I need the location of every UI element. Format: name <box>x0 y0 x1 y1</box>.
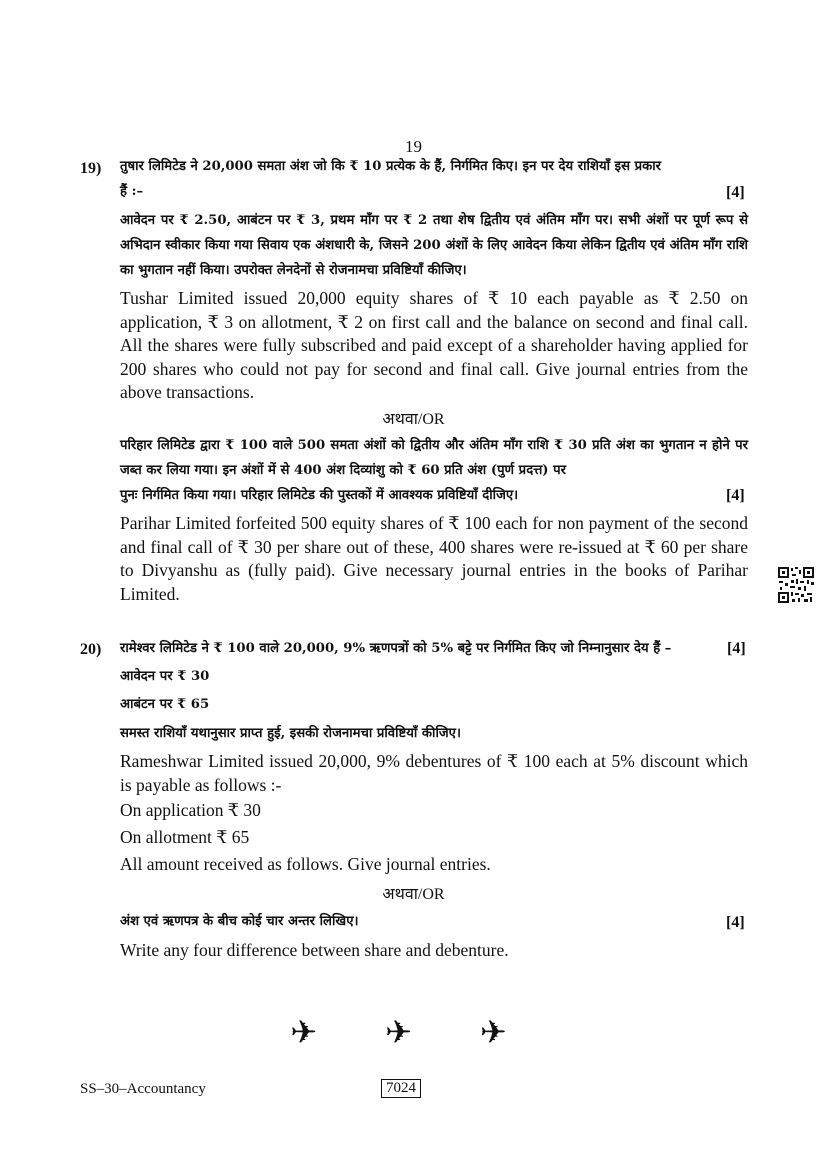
q20-english-application: On application ₹ 30 <box>120 800 261 820</box>
q19-or-label: अथवा/OR <box>382 411 445 428</box>
q19-alt-english-text: Parihar Limited forfeited 500 equity shares of ₹ 100 each for non payment of the second and final call of ₹ 30 per share out of these, 400 shares were re-issued at ₹ 60 per share to Divyanshu as (fully paid). Give necessary journal entries in the books of Parihar Limited. <box>120 513 748 604</box>
q20-hindi-intro: रामेश्वर लिमिटेड ने ₹ 100 वाले 20,000, 9% ऋणपत्रों को 5% बट्टे पर निर्गमित किए जो निम्नानुसार देय हैं – <box>120 641 672 656</box>
q19-hindi-intro-line2: हैं :– <box>120 184 144 199</box>
qr-code-icon <box>777 566 815 604</box>
q20-alt-marks: [4] <box>726 914 745 931</box>
q19-alt-marks: [4] <box>726 487 745 504</box>
q20-marks: [4] <box>727 640 746 657</box>
q20-hindi-application: आवेदन पर ₹ 30 <box>120 669 210 684</box>
footer-paper-code: 7024 <box>381 1079 421 1098</box>
q19-marks: [4] <box>726 184 745 201</box>
q20-english-allotment: On allotment ₹ 65 <box>120 827 250 847</box>
q19-hindi-intro-line1: तुषार लिमिटेड ने 20,000 समता अंश जो कि ₹ 10 प्रत्येक के हैं, निर्गमित किए। इन पर देय राशियाँ इस प्रकार <box>120 159 662 174</box>
q20-hindi-received: समस्त राशियाँ यथानुसार प्राप्त हुई, इसकी रोजनामचा प्रविष्टियाँ कीजिए। <box>120 726 461 741</box>
q20-or-label: अथवा/OR <box>382 886 445 903</box>
question-19-number: 19) <box>80 160 102 177</box>
page-number: 19 <box>405 137 422 156</box>
q19-alt-hindi-text: परिहार लिमिटेड द्वारा ₹ 100 वाले 500 समता अंशों को द्वितीय और अंतिम माँग राशि ₹ 30 प्रति अंश का भुगतान न होने पर जब्त कर लिया गया। इन अंशों में से 400 अंश दिव्यांशु को ₹ 60 प्रति अंश (पुर्ण प्रदत्त) पर <box>120 438 748 478</box>
q20-alt-hindi-text: अंश एवं ऋणपत्र के बीच कोई चार अन्तर लिखिए। <box>120 914 359 929</box>
q19-hindi-paragraph: आवेदन पर ₹ 2.50, आबंटन पर ₹ 3, प्रथम माँग पर ₹ 2 तथा शेष द्वितीय एवं अंतिम माँग पर। सभी अंशों पर पूर्ण रूप से अभिदान स्वीकार किया गया सिवाय एक अंशधारी के, जिसने 200 अंशों के लिए आवेदन किया लेकिन द्वितीय एवं अंतिम माँग राशि का भुगतान नहीं किया। उपरोक्त लेनदेनों से रोजनामचा प्रविष्टियाँ कीजिए। <box>120 213 748 278</box>
q19-alt-hindi-last-line: पुनः निर्गमित किया गया। परिहार लिमिटेड की पुस्तकों में आवश्यक प्रविष्टियाँ दीजिए। <box>120 488 519 503</box>
q20-english-received: All amount received as follows. Give journal entries. <box>120 854 491 874</box>
question-20-number: 20) <box>80 641 102 658</box>
q20-hindi-allotment: आबंटन पर ₹ 65 <box>120 697 210 712</box>
footer-paper-name: SS–30–Accountancy <box>80 1081 206 1097</box>
q20-english-text: Rameshwar Limited issued 20,000, 9% debentures of ₹ 100 each at 5% discount which is payable as follows :- <box>120 751 748 795</box>
q20-alt-english-text: Write any four difference between share and debenture. <box>120 940 509 960</box>
end-of-paper-airplane-icons: ✈ ✈ ✈ <box>290 1014 537 1050</box>
q19-english-text: Tushar Limited issued 20,000 equity shares of ₹ 10 each payable as ₹ 2.50 on application, ₹ 3 on allotment, ₹ 2 on first call and the balance on second and final call. All the shares were fully subscribed and paid except of a shareholder having applied for 200 shares who could not pay for second and final call. Give journal entries from the above transactions. <box>120 288 748 402</box>
